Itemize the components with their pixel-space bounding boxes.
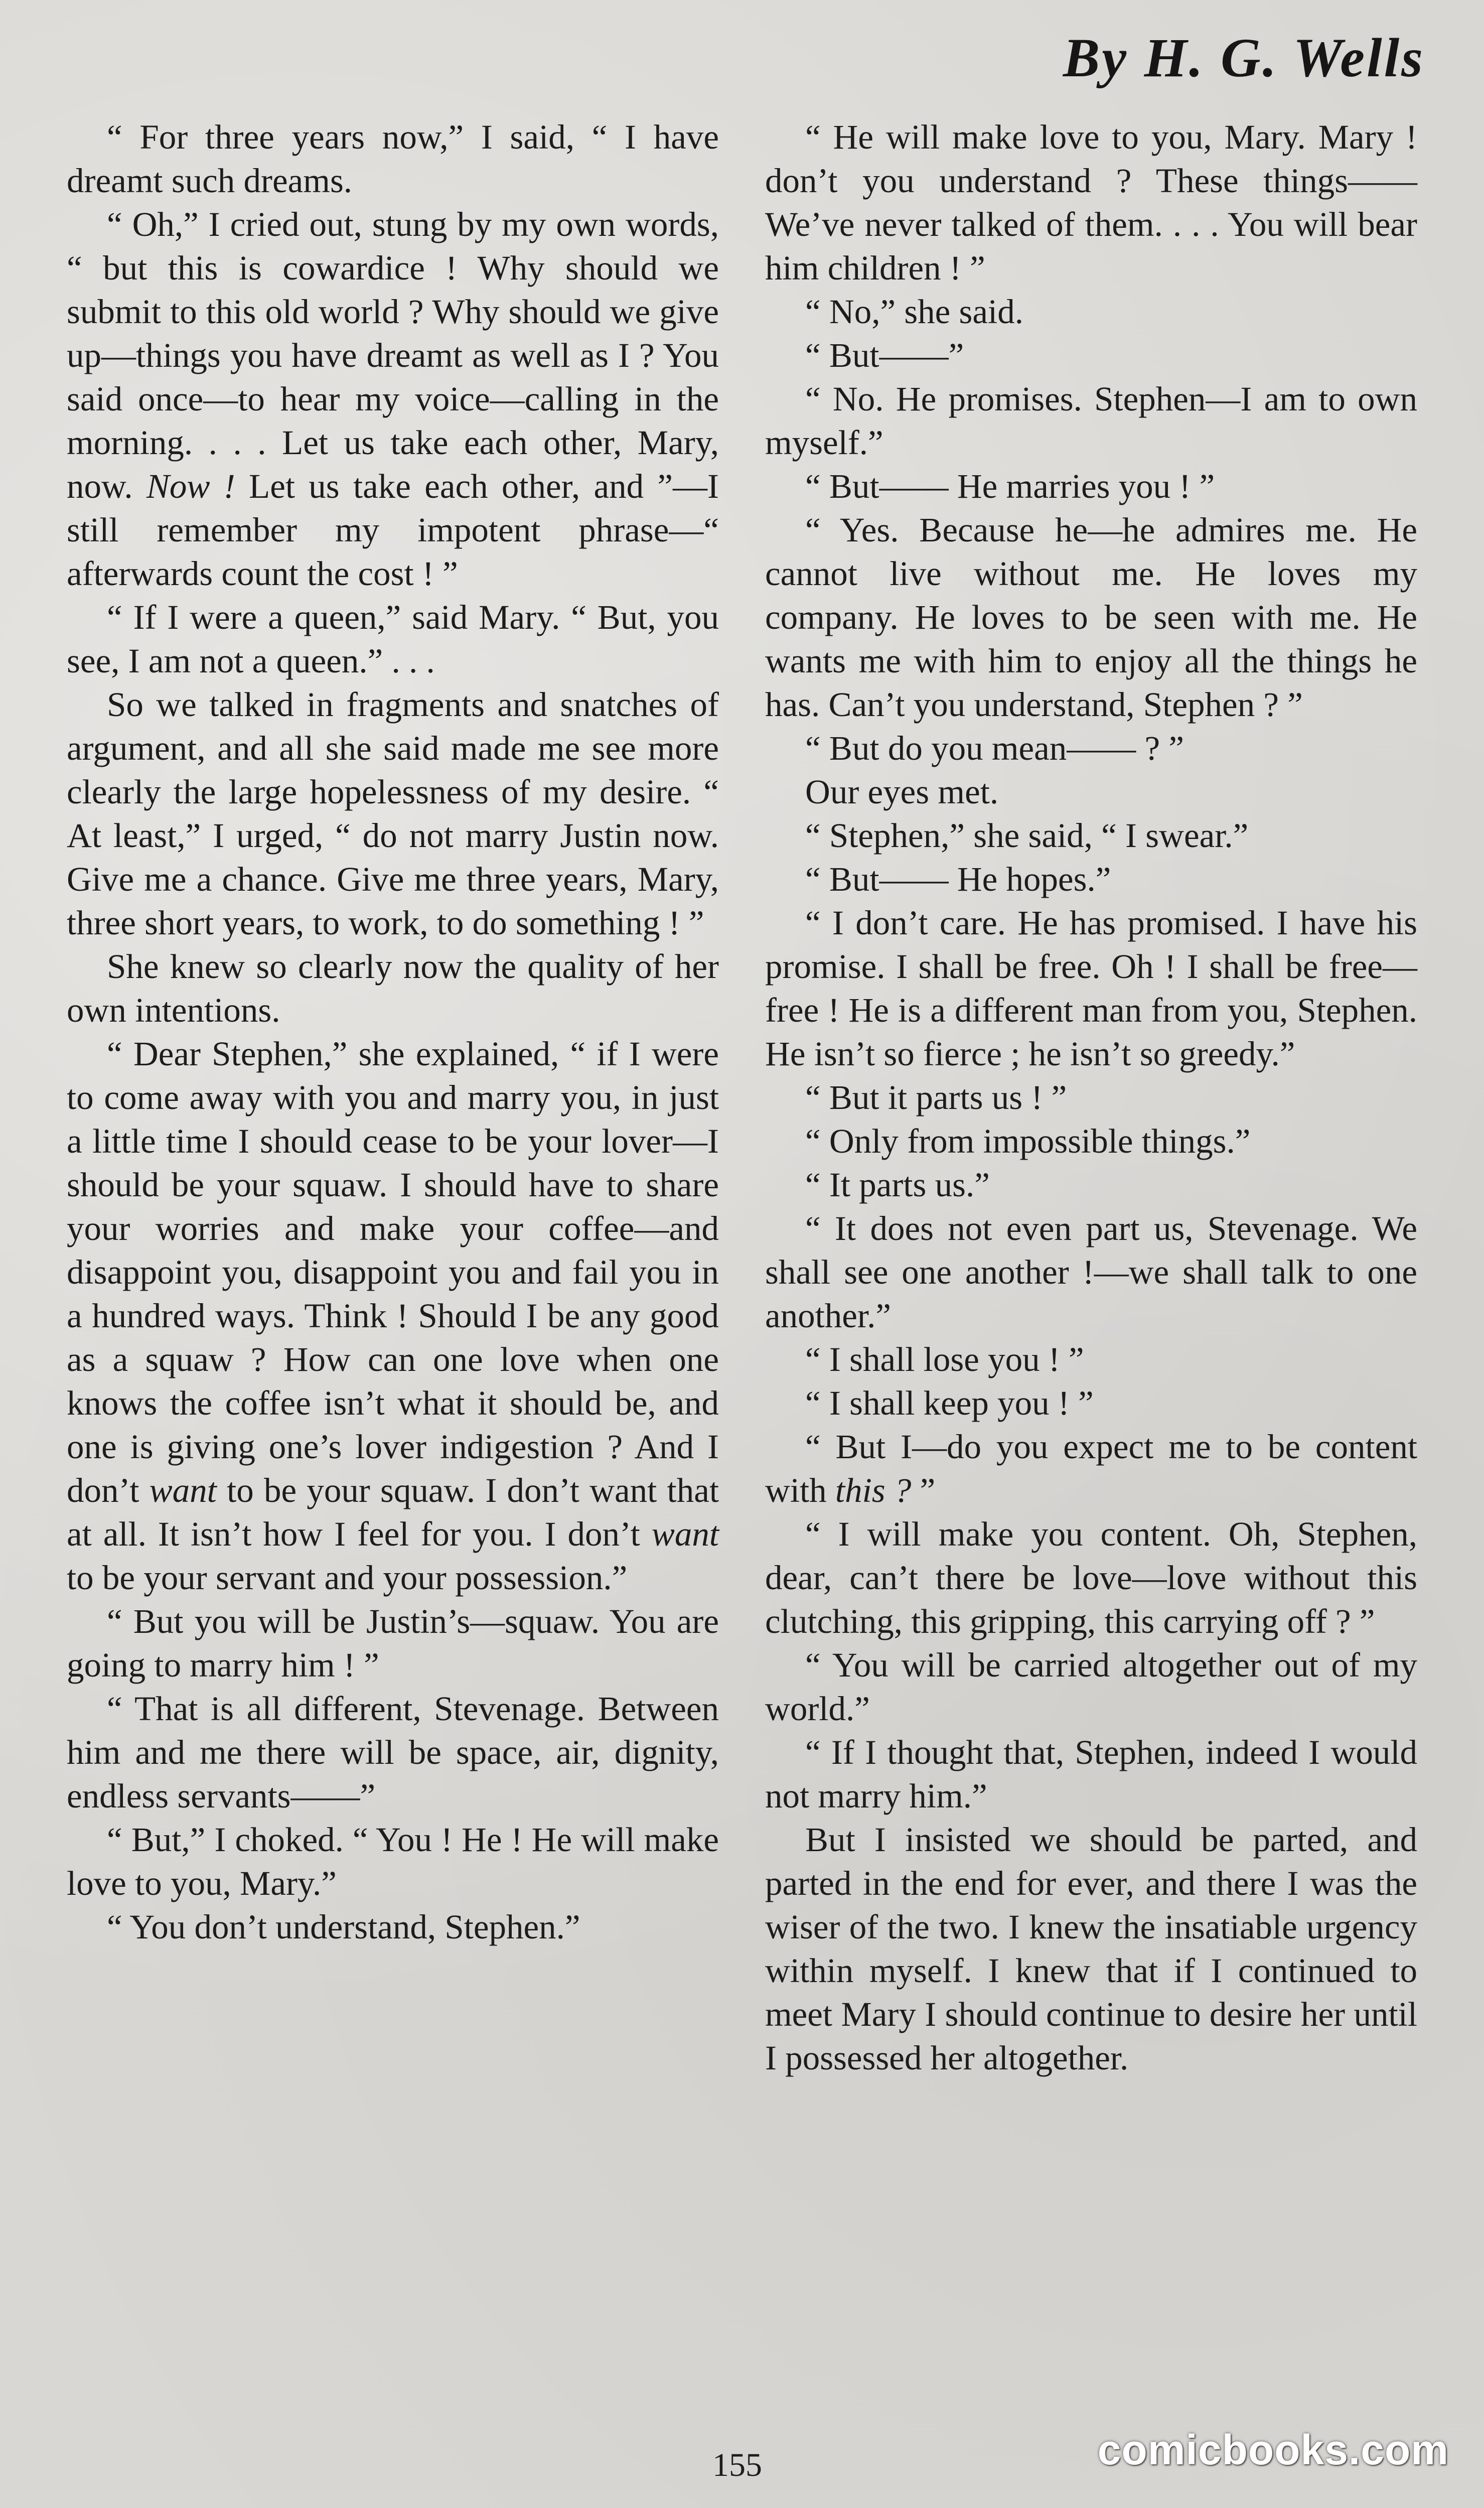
paragraph: “ But it parts us ! ” (805, 1078, 1067, 1117)
paragraph: “ But do you mean—— ? ” (805, 729, 1184, 767)
right-text-column (765, 115, 1417, 2080)
emphasis-text: Now ! (146, 467, 235, 505)
paragraph-text: to be your servant and your possession.” (67, 1559, 628, 1597)
paragraph: “ I shall keep you ! ” (805, 1384, 1094, 1422)
paragraph: “ He will make love to you, Mary. Mary ! don’t you understand ? These things—— We’ve never talked of them. . . . You will bear him children ! ” (765, 118, 1417, 287)
paragraph-text: “ But I—do you expect me to be content with (765, 1428, 1417, 1509)
paragraph: “ Stephen,” she said, “ I swear.” (805, 816, 1249, 855)
byline-header: By H. G. Wells (1063, 27, 1425, 88)
paragraph (67, 203, 719, 596)
emphasis-text: want (149, 1471, 217, 1509)
paragraph: “ But——” (805, 336, 964, 374)
paragraph-text: to be your squaw. I don’t want that at all. It isn’t how I feel for you. I don’t (67, 1471, 719, 1553)
emphasis-text: this ? (835, 1471, 912, 1509)
paragraph: “ But you will be Justin’s—squaw. You are going to marry him ! ” (67, 1602, 719, 1684)
paragraph: “ I will make you content. Oh, Stephen, dear, can’t there be love—love without this clutching, this gripping, this carrying off ? ” (765, 1515, 1417, 1640)
paragraph: “ Yes. Because he—he admires me. He cannot live without me. He loves my company. He loves to be seen with me. He wants me with him to enjoy all the things he has. Can’t you understand, Stephen ? ” (765, 511, 1417, 724)
paragraph (765, 1425, 1417, 1512)
paragraph: “ You don’t understand, Stephen.” (107, 1908, 580, 1946)
page-number: 155 (712, 2447, 762, 2483)
paragraph: So we talked in fragments and snatches of argument, and all she said made me see more clearly the large hopelessness of my desire. “ At least,” I urged, “ do not marry Justin now. Give me a chance. Give me three years, Mary, three short years, to work, to do something ! ” (67, 685, 719, 942)
paragraph: She knew so clearly now the quality of her own intentions. (67, 947, 719, 1029)
paragraph: “ No. He promises. Stephen—I am to own myself.” (765, 380, 1417, 462)
paragraph: Our eyes met. (805, 773, 999, 811)
paragraph-text: “ Oh,” I cried out, stung by my own words, “ but this is cowardice ! Why should we submit to this old world ? Why should we give up—things you have dreamt as well as I ? You said once—to hear my voice—calling in the morning. . . . Let us take each other, Mary, now. (67, 205, 719, 505)
paragraph: “ It parts us.” (805, 1166, 990, 1204)
paragraph-text: Let us take each other, and ”—I still remember my impotent phrase—“ afterwards count the cost ! ” (67, 467, 719, 593)
paragraph: But I insisted we should be parted, and parted in the end for ever, and there I was the wiser of the two. I knew the insatiable urgency within myself. I knew that if I continued to meet Mary I should continue to desire her until I possessed her altogether. (765, 1821, 1417, 2077)
site-watermark: comicbooks.com (1097, 2426, 1449, 2473)
paragraph: “ I shall lose you ! ” (805, 1340, 1084, 1378)
paragraph-text: ” (911, 1471, 936, 1509)
paragraph: “ If I thought that, Stephen, indeed I would not marry him.” (765, 1733, 1417, 1815)
paragraph: “ It does not even part us, Stevenage. We shall see one another !—we shall talk to one another.” (765, 1209, 1417, 1335)
paragraph: “ No,” she said. (805, 293, 1023, 331)
paragraph (67, 1032, 719, 1600)
paragraph: “ That is all different, Stevenage. Between him and me there will be space, air, dignity, endless servants——” (67, 1690, 719, 1815)
left-text-column (67, 115, 719, 1949)
paragraph: “ If I were a queen,” said Mary. “ But, you see, I am not a queen.” . . . (67, 598, 719, 680)
emphasis-text: want (651, 1515, 719, 1553)
paragraph: “ For three years now,” I said, “ I have dreamt such dreams. (67, 118, 719, 200)
paragraph: “ But—— He hopes.” (805, 860, 1111, 898)
paragraph: “ But—— He marries you ! ” (805, 467, 1215, 505)
paragraph: “ But,” I choked. “ You ! He ! He will make love to you, Mary.” (67, 1821, 719, 1902)
paragraph: “ You will be carried altogether out of my world.” (765, 1646, 1417, 1728)
paragraph: “ Only from impossible things.” (805, 1122, 1251, 1160)
paragraph: “ I don’t care. He has promised. I have his promise. I shall be free. Oh ! I shall be free—free ! He is a different man from you, Stephen. He isn’t so fierce ; he isn’t so greedy.” (765, 904, 1417, 1073)
paragraph-text: “ Dear Stephen,” she explained, “ if I were to come away with you and marry you, in just a little time I should cease to be your lover—I should be your squaw. I should have to share your worries and make your coffee—and disappoint you, disappoint you and fail you in a hundred ways. Think ! Should I be any good as a squaw ? How can one love when one knows the coffee isn’t what it should be, and one is giving one’s lover indigestion ? And I don’t (67, 1035, 719, 1509)
